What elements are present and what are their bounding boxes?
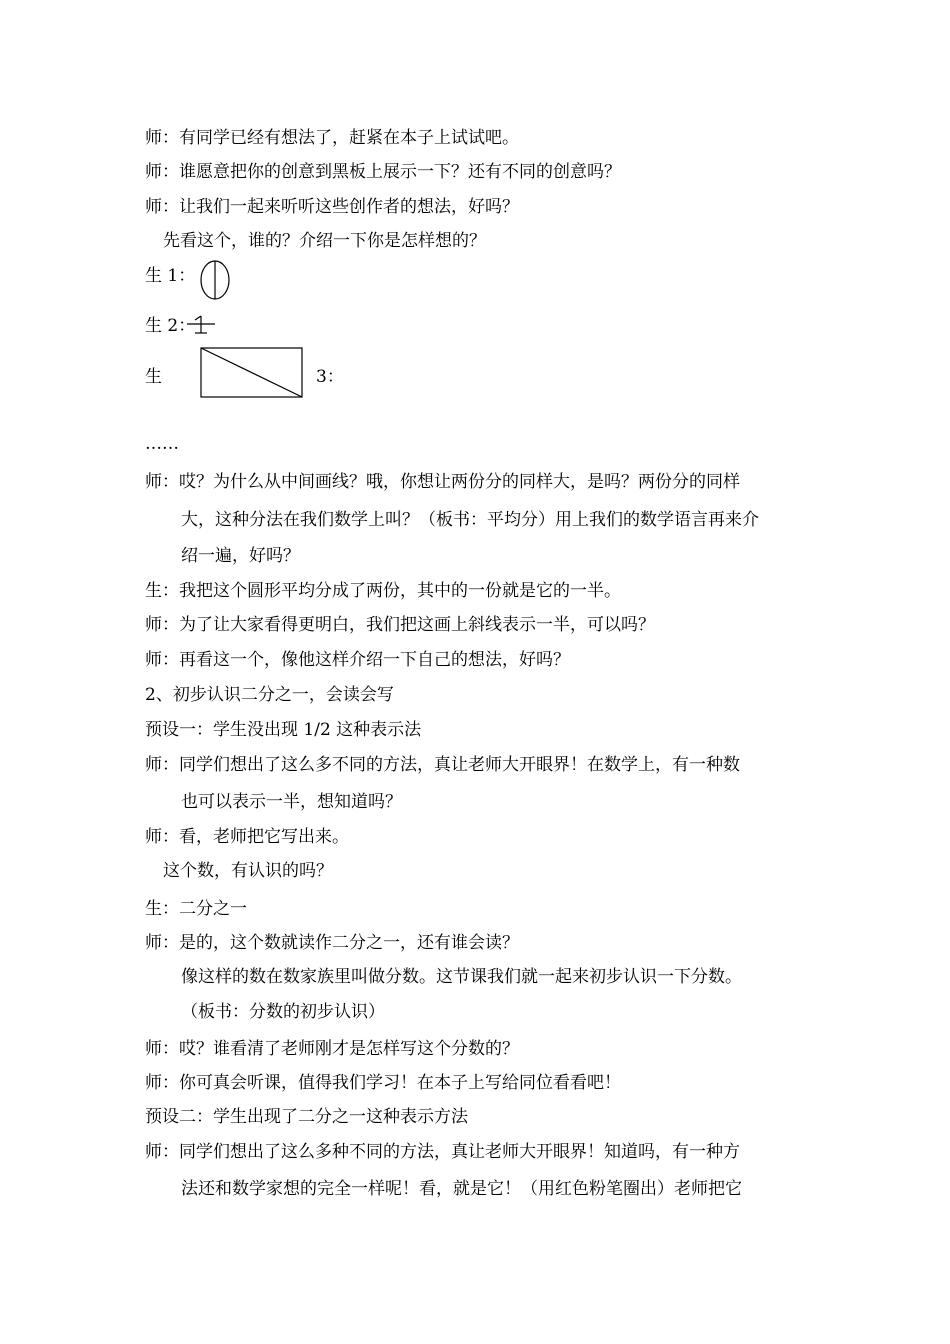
text-line: 师：同学们想出了这么多不同的方法，真让老师大开眼界！在数学上，有一种数 (145, 755, 740, 775)
student-3-number: 3： (316, 367, 344, 387)
text-line: 预设二：学生出现了二分之一这种表示方法 (145, 1107, 468, 1127)
text-line: 师：是的，这个数就读作二分之一，还有谁会读？ (145, 933, 519, 953)
text-line: 先看这个，谁的？介绍一下你是怎样想的？ (163, 231, 486, 251)
text-line: 师：看，老师把它写出来。 (145, 827, 349, 847)
text-line: 师：哎？谁看清了老师刚才是怎样写这个分数的？ (145, 1039, 519, 1059)
text-line: 也可以表示一半，想知道吗？ (181, 792, 402, 812)
text-line: 师：为了让大家看得更明白，我们把这画上斜线表示一半，可以吗？ (145, 615, 655, 635)
text-line: 师：再看这一个，像他这样介绍一下自己的想法，好吗？ (145, 650, 570, 670)
text-line: 师：你可真会听课，值得我们学习！在本子上写给同位看看吧！ (145, 1073, 621, 1093)
text-line: 师：哎？为什么从中间画线？哦，你想让两份分的同样大，是吗？两份分的同样 (145, 472, 740, 492)
ellipsis: …… (145, 434, 179, 454)
circle-halved-figure (199, 259, 233, 301)
text-line: 生：二分之一 (145, 899, 247, 919)
text-line: 像这样的数在数家族里叫做分数。这节课我们就一起来初步认识一下分数。 (181, 967, 742, 987)
text-line: 师：谁愿意把你的创意到黑板上展示一下？还有不同的创意吗？ (145, 162, 621, 182)
text-line: 大，这种分法在我们数学上叫？（板书：平均分）用上我们的数学语言再来介 (181, 510, 759, 530)
text-line: 师：有同学已经有想法了，赶紧在本子上试试吧。 (145, 128, 519, 148)
line-halved-figure (185, 313, 217, 335)
text-line: 师：同学们想出了这么多种不同的方法，真让老师大开眼界！知道吗，有一种方 (145, 1142, 740, 1162)
student-2-label: 生 2： (145, 316, 196, 336)
student-3-label: 生 (145, 367, 162, 387)
section-heading: 2、初步认识二分之一，会读会写 (145, 685, 394, 705)
rectangle-diagonal-figure (200, 347, 304, 399)
text-line: 师：让我们一起来听听这些创作者的想法，好吗？ (145, 197, 519, 217)
text-line: （板书：分数的初步认识） (181, 1002, 385, 1022)
text-line: 生：我把这个圆形平均分成了两份，其中的一份就是它的一半。 (145, 581, 621, 601)
text-line: 绍一遍，好吗？ (181, 546, 300, 566)
student-1-label: 生 1： (145, 266, 196, 286)
text-line: 这个数，有认识的吗？ (163, 861, 333, 881)
text-line: 预设一：学生没出现 1/2 这种表示法 (145, 720, 422, 740)
text-line: 法还和数学家想的完全一样呢！看，就是它！（用红色粉笔圈出）老师把它 (181, 1179, 742, 1199)
